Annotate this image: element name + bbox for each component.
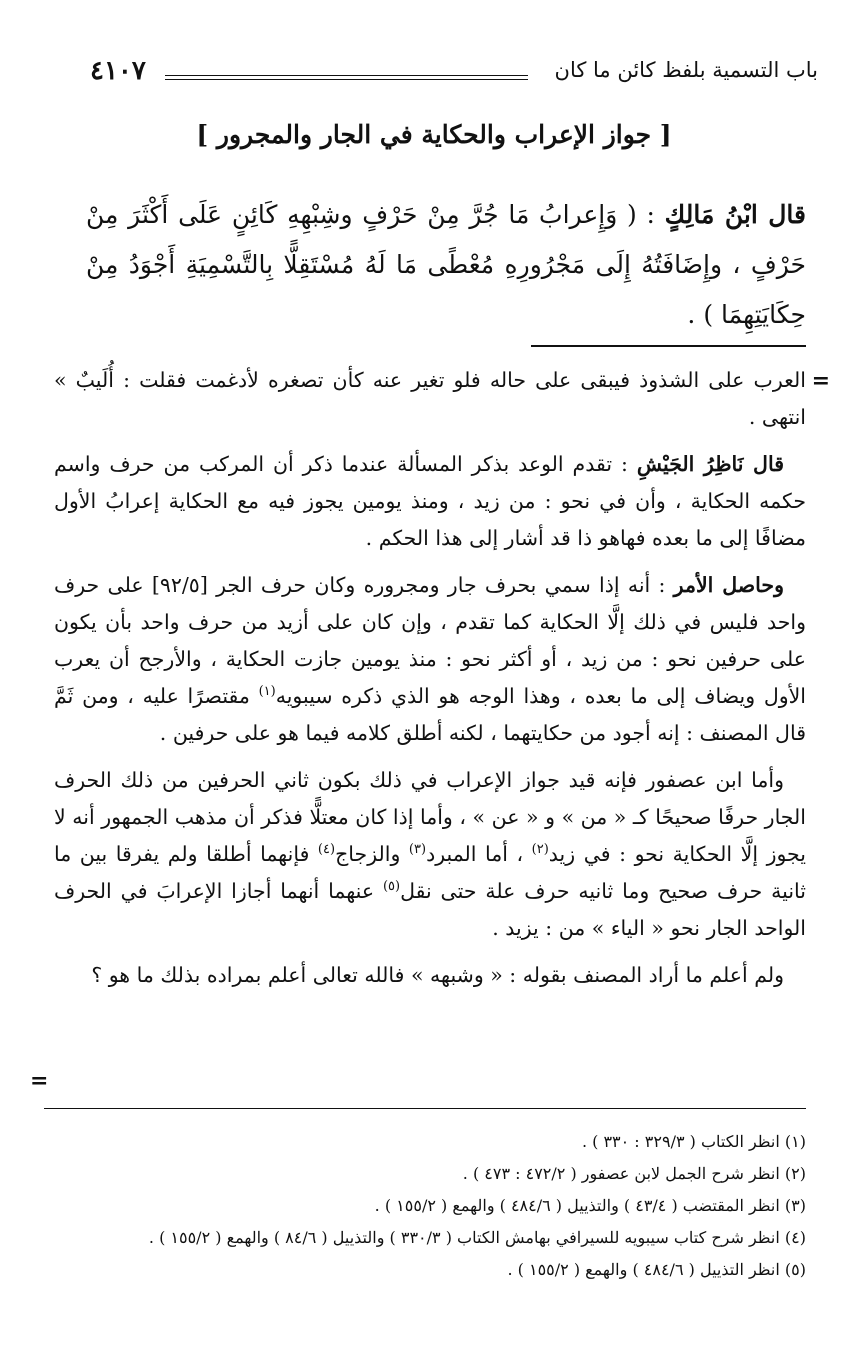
running-head-rule <box>165 75 528 80</box>
commentary-paragraph-2-text: : تقدم الوعد بذكر المسألة عندما ذكر أن المركب من حرف واسم حكمه الحكاية ، وأن في نحو : من زيد ، ومنذ يومين يجوز فيه مع الحكاية إعرابُ الأول مضافًا إلى ما بعده فهاهو ذا قد أشار إلى هذا الحكم . <box>54 452 806 550</box>
paragraph-4-text-a: وأما ابن عصفور فإنه قيد جواز الإعراب في ذلك بكون ثاني الحرفين من ذلك الحرف الجار حرفًا صحيحًا كـ « من » و « عن » ، وأما إذا كان معتلًّا فذكر أن مذهب الجمهور أنه لا يجوز إلَّا الحكاية نحو : في زيد <box>54 768 806 866</box>
footnote-item: (٥) انظر التذييل ( ٤٨٤/٦ ) والهمع ( ١٥٥/٢ ) . <box>507 1260 806 1279</box>
section-heading: [ جواز الإعراب والحكاية في الجار والمجرور ] <box>196 120 672 149</box>
commentary-paragraph-1: العرب على الشذوذ فيبقى على حاله فلو تغير عنه كأن تصغره لأدغمت فقلت : أُلَيبٌ » انتهى . <box>54 368 806 429</box>
matn-divider <box>531 345 806 347</box>
footnote-divider <box>44 1108 806 1109</box>
matn-text: : ( وَإِعرابُ مَا جُرَّ مِنْ حَرْفٍ وشِبْهِهِ كَائِنٍ عَلَى أَكْثَرَ مِنْ حَرْفٍ ، وإِضَافَتُهُ إِلَى مَجْرُورِهِ مُعْطًى مَا لَهُ مُسْتَقِلًّا بِالتَّسْمِيَةِ أَجْوَدُ مِنْ حِكَايَتِهِمَا ) . <box>86 200 806 329</box>
commentary-paragraph-3 <box>54 567 806 752</box>
footnote-ref-1: (١) <box>258 684 276 700</box>
paragraph-3-text-a: : أنه إذا سمي بحرف جار ومجروره وكان حرف الجر [٩٢/٥] على حرف واحد فليس في ذلك إلَّا الحكاية كما تقدم ، وإن كان على أزيد من حرف واحد بأن يكون على حرفين نحو : من زيد ، أو أكثر نحو : منذ يومين جازت الحكاية ، والأرجح أن يعرب الأول ويضاف إلى ما بعده ، وهذا الوجه هو الذي ذكره سيبويه <box>54 573 806 708</box>
paragraph-4-text-e: عنهما أنهما أجازا الإعرابَ في الحرف الواحد الجار نحو « الياء » من : يزيد . <box>54 879 806 940</box>
running-head <box>90 58 818 98</box>
footnote-item: (١) انظر الكتاب ( ٣٢٩/٣ : ٣٣٠ ) . <box>581 1132 806 1151</box>
paragraph-4-text-d: فإنهما أطلقا ولم يفرقا بين ما ثانية حرف صحيح وما ثانيه حرف علة حتى نقل <box>54 842 806 903</box>
commentary <box>54 362 806 994</box>
continuation-mark-end: = <box>30 1068 49 1094</box>
footnote-ref-2: (٢) <box>531 842 549 858</box>
footnotes <box>46 1126 806 1286</box>
running-head-title: باب التسمية بلفظ كائن ما كان <box>554 58 818 82</box>
commentary-paragraph-5: ولم أعلم ما أراد المصنف بقوله : « وشبهه » فالله تعالى أعلم بمراده بذلك ما هو ؟ <box>91 963 784 987</box>
footnote-item: (٣) انظر المقتضب ( ٤٣/٤ ) والتذييل ( ٤٨٤/٦ ) والهمع ( ١٥٥/٢ ) . <box>374 1196 806 1215</box>
paragraph-3-lead: وحاصل الأمر <box>673 573 784 597</box>
paragraph-4-text-b: ، أما المبرد <box>426 842 532 866</box>
footnote-ref-3: (٣) <box>408 842 427 858</box>
footnote-ref-5: (٥) <box>382 879 401 895</box>
paragraph-4-text-c: والزجاج <box>335 842 409 866</box>
commentary-paragraph-4 <box>54 762 806 947</box>
matn-quote <box>86 190 806 340</box>
page-number: ٤١٠٧ <box>90 56 146 86</box>
footnote-item: (٤) انظر شرح كتاب سيبويه للسيرافي بهامش الكتاب ( ٣٣٠/٣ ) والتذييل ( ٨٤/٦ ) والهمع ( ١٥٥/٢ ) . <box>148 1228 806 1247</box>
commentator-name: قال نَاظِرُ الجَيْشِ <box>636 452 785 476</box>
footnote-item: (٢) انظر شرح الجمل لابن عصفور ( ٤٧٢/٢ : ٤٧٣ ) . <box>462 1164 806 1183</box>
commentary-paragraph-2 <box>54 446 806 557</box>
paragraph-3-text-b: مقتصرًا عليه ، ومن ثَمَّ قال المصنف : إنه أجود من حكايتهما ، لكنه أطلق كلامه فيما هو على حرفين . <box>54 684 806 745</box>
matn-author: قال ابْنُ مَالِكٍ <box>664 200 806 229</box>
footnote-ref-4: (٤) <box>317 842 336 858</box>
continuation-mark-start: = <box>811 368 830 394</box>
